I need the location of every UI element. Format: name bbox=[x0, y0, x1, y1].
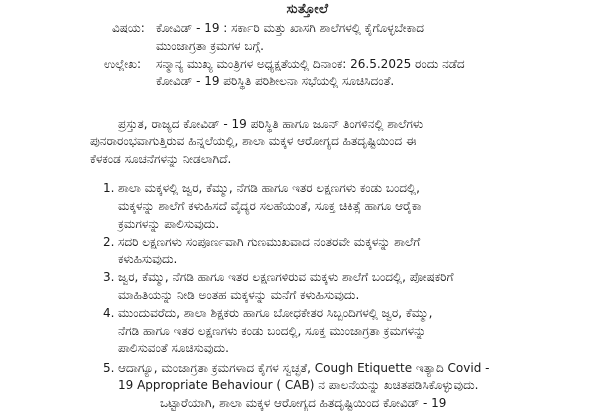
point-4-line-3: ಪಾಲಿಸುವಂತೆ ಸೂಚಿಸುವುದು. bbox=[118, 341, 229, 355]
document-title: ಸುತ್ತೋಲೆ bbox=[286, 2, 329, 17]
point-number: 1. bbox=[103, 181, 115, 195]
point-5-line-1: ಆದಾಗ್ಯೂ, ಮಂಜಾಗ್ರತಾ ಕ್ರಮಗಳಾದ ಕೈಗಳ ಸ್ವಚ್ಛತೆ, Cough Etiquette ಇತ್ಯಾದಿ Covid - bbox=[118, 361, 490, 375]
intro-line-2: ಪುನರಾರಂಭವಾಗುತ್ತಿರುವ ಹಿನ್ನಲೆಯಲ್ಲಿ, ಶಾಲಾ ಮಕ್ಕಳ ಆರೋಗ್ಯದ ಹಿತದೃಷ್ಟಿಯಿಂದ ಈ bbox=[90, 134, 417, 148]
point-1-line-2: ಮಕ್ಕಳನ್ನು ಶಾಲೆಗೆ ಕಳುಹಿಸದೆ ವೈದ್ಯರ ಸಲಹೆಯಂತೆ, ಸೂಕ್ತ ಚಿಕಿತ್ಸೆ ಹಾಗೂ ಆರೈಕಾ bbox=[118, 199, 422, 213]
intro-line-1: ಪ್ರಸ್ತುತ, ರಾಜ್ಯದ ಕೋವಿಡ್ - 19 ಪರಿಸ್ಥಿತಿ ಹಾಗೂ ಜೂನ್ ತಿಂಗಳಿನಲ್ಲಿ ಶಾಲೆಗಳು bbox=[118, 117, 424, 131]
point-4-line-2: ನೆಗಡಿ ಹಾಗೂ ಇತರ ಲಕ್ಷಣಗಳು ಕಂಡು ಬಂದಲ್ಲಿ, ಸೂಕ್ತ ಮುಂಜಾಗ್ರತಾ ಕ್ರಮಗಳನ್ನು bbox=[118, 324, 427, 338]
point-number: 5. bbox=[103, 361, 115, 375]
point-2-line-1: ಸದರಿ ಲಕ್ಷಣಗಳು ಸಂಪೂರ್ಣವಾಗಿ ಗುಣಮುಖವಾದ ನಂತರವೇ ಮಕ್ಕಳನ್ನು ಶಾಲೆಗೆ bbox=[118, 235, 421, 249]
point-1-line-3: ಕ್ರಮಗಳನ್ನು ಪಾಲಿಸುವುದು. bbox=[118, 217, 220, 231]
reference-line-2: ಕೋವಿಡ್ - 19 ಪರಿಸ್ಥಿತಿ ಪರಿಶೀಲನಾ ಸಭೆಯಲ್ಲಿ ಸೂಚಿಸಿದಂತೆ. bbox=[156, 74, 395, 88]
point-1-line-1: ಶಾಲಾ ಮಕ್ಕಳಲ್ಲಿ ಜ್ವರ, ಕೆಮ್ಮು, ನೆಗಡಿ ಹಾಗೂ ಇತರ ಲಕ್ಷಣಗಳು ಕಂಡು ಬಂದಲ್ಲಿ, bbox=[118, 181, 420, 195]
intro-line-3: ಕೆಳಕಂಡ ಸೂಚನೆಗಳನ್ನು ನೀಡಲಾಗಿದೆ. bbox=[90, 152, 232, 166]
point-number: 3. bbox=[103, 270, 115, 284]
point-2-line-2: ಕಳುಹಿಸುವುದು. bbox=[118, 252, 178, 266]
point-number: 4. bbox=[103, 306, 115, 320]
point-4-line-1: ಮುಂದುವರೆದು, ಶಾಲಾ ಶಿಕ್ಷಕರು ಹಾಗೂ ಬೋಧಕೇತರ ಸಿಬ್ಬಂದಿಗಳಲ್ಲಿ ಜ್ವರ, ಕೆಮ್ಮು, bbox=[118, 306, 433, 320]
subject-line-2: ಮುಂಜಾಗ್ರತಾ ಕ್ರಮಗಳ ಬಗ್ಗೆ. bbox=[156, 39, 264, 53]
reference-line-1: ಸನ್ಮಾನ್ಯ ಮುಖ್ಯ ಮಂತ್ರಿಗಳ ಅಧ್ಯಕ್ಷತೆಯಲ್ಲಿ ದಿನಾಂಕ: 26.5.2025 ರಂದು ನಡೆದ bbox=[156, 57, 465, 71]
point-5-line-2: 19 Appropriate Behaviour ( CAB) ನ ಪಾಲನೆಯನ್ನು ಖಚಿತಪಡಿಸಿಕೊಳ್ಳುವುದು. bbox=[118, 378, 479, 392]
reference-label: ಉಲ್ಲೇಖ: bbox=[104, 57, 142, 71]
subject-line-1: ಕೋವಿಡ್ - 19 : ಸರ್ಕಾರಿ ಮತ್ತು ಖಾಸಗಿ ಶಾಲೆಗಳಲ್ಲಿ ಕೈಗೊಳ್ಳಬೇಕಾದ bbox=[156, 21, 424, 35]
closing-line: ಒಟ್ಟಾರೆಯಾಗಿ, ಶಾಲಾ ಮಕ್ಕಳ ಆರೋಗ್ಯದ ಹಿತದೃಷ್ಟಿಯಿಂದ ಕೋವಿಡ್ - 19 bbox=[160, 396, 447, 410]
point-3-line-1: ಜ್ವರ, ಕೆಮ್ಮು, ನೆಗಡಿ ಹಾಗೂ ಇತರ ಲಕ್ಷಣಗಳಿರುವ ಮಕ್ಕಳು ಶಾಲೆಗೆ ಬಂದಲ್ಲಿ, ಪೋಷಕರಿಗೆ bbox=[118, 270, 454, 284]
point-3-line-2: ಮಾಹಿತಿಯನ್ನು ನೀಡಿ ಅಂತಹ ಮಕ್ಕಳನ್ನು ಮನೆಗೆ ಕಳುಹಿಸುವುದು. bbox=[118, 288, 360, 302]
point-number: 2. bbox=[103, 235, 115, 249]
subject-label: ವಿಷಯ: bbox=[112, 21, 145, 35]
